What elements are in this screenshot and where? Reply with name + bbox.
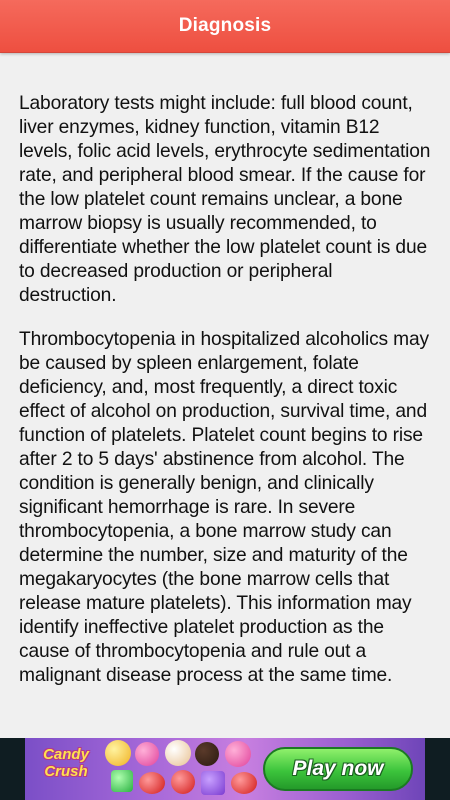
logo-line-2: Crush [44, 763, 88, 780]
paragraph-lab-tests: Laboratory tests might include: full blood count, liver enzymes, kidney function, vitamin B12 levels, folic acid levels, erythrocyte sedimentation rate, and peripheral blood smear. If the cause for the low platelet count remains unclear, a bone marrow biopsy is usually recommended, to differentiate whether the low platelet count is due to decreased production or peripheral destruction. [19, 93, 431, 306]
page-title: Diagnosis [178, 15, 272, 36]
ad-container [0, 738, 450, 800]
logo-line-1: Candy [43, 746, 89, 763]
play-now-button[interactable]: Play now [263, 747, 413, 791]
article-content[interactable] [19, 92, 433, 712]
candy-decoration [195, 742, 219, 766]
candy-decoration [201, 771, 225, 795]
candy-decoration [135, 742, 159, 766]
candy-decoration [225, 741, 251, 767]
candy-decoration [105, 740, 131, 766]
candy-decoration [231, 772, 257, 794]
candy-decoration [165, 740, 191, 766]
candy-decoration [111, 770, 133, 792]
app-header [0, 0, 450, 53]
ad-banner[interactable] [25, 738, 425, 800]
paragraph-alcoholics: Thrombocytopenia in hospitalized alcoholics may be caused by spleen enlargement, folate deficiency, and, most frequently, a direct toxic effect of alcohol on production, survival time, and function of platelets. Platelet count begins to rise after 2 to 5 days' abstinence from alcohol. The condition is generally benign, and clinically significant hemorrhage is rare. In severe thrombocytopenia, a bone marrow study can determine the number, size and maturity of the megakaryocytes (the bone marrow cells that release mature platelets). This information may identify ineffective platelet production as the cause of thrombocytopenia and rule out a malignant disease process at the same time. [19, 329, 429, 686]
candy-decoration [171, 770, 195, 794]
candy-decoration [139, 772, 165, 794]
candy-crush-logo [31, 746, 101, 794]
